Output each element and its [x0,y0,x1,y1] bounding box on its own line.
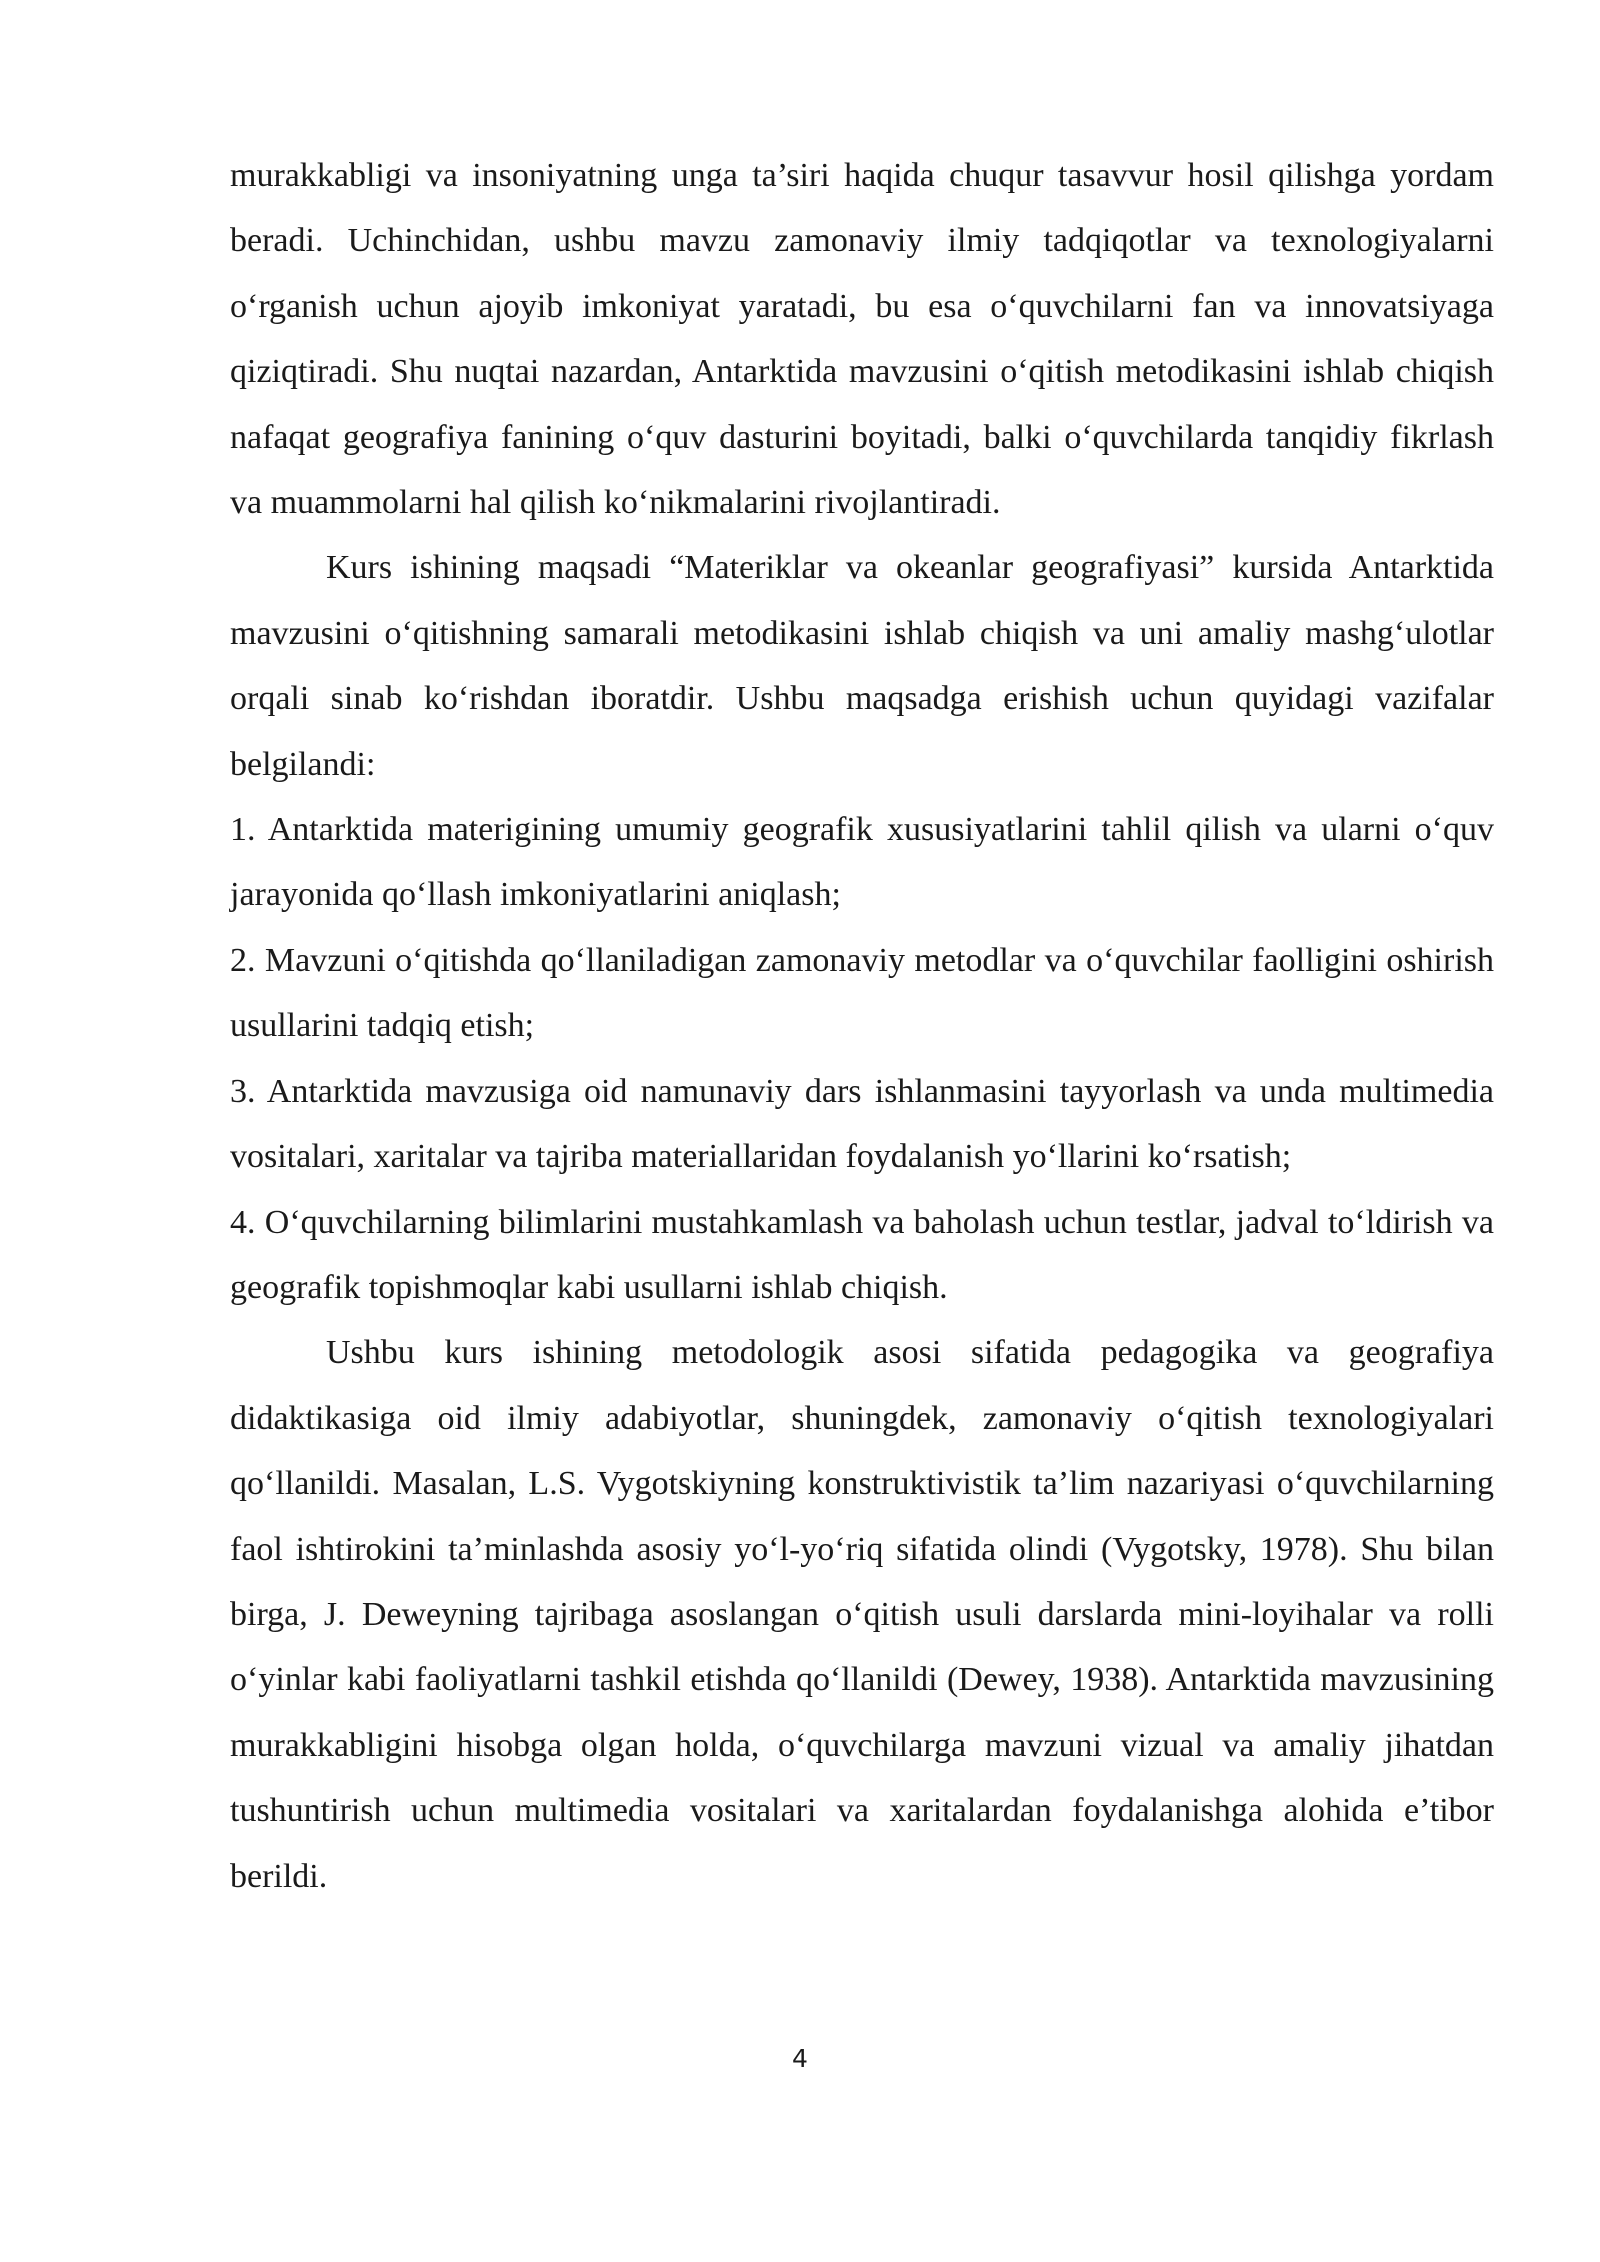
list-item-task-4: 4. O‘quvchilarning bilimlarini mustahkamlash va baholash uchun testlar, jadval to‘ldirish va geografik topishmoqlar kabi usullarni ishlab chiqish. [230,1203,1494,1306]
list-item-task-2: 2. Mavzuni o‘qitishda qo‘llaniladigan zamonaviy metodlar va o‘quvchilar faolligini oshirish usullarini tadqiq etish; [230,941,1494,1045]
body-text [230,143,1494,1909]
paragraph-course-goal: Kurs ishining maqsadi “Materiklar va okeanlar geografiyasi” kursida Antarktida mavzusini o‘qitishning samarali metodikasini ishlab chiqish va uni amaliy mashg‘ulotlar orqali sinab ko‘rishdan iboratdir. Ushbu maqsadga erishish uchun quyidagi vazifalar belgilandi: [230,549,1494,783]
paragraph-intro-continuation: murakkabligi va insoniyatning unga ta’siri haqida chuqur tasavvur hosil qilishga yordam beradi. Uchinchidan, ushbu mavzu zamonaviy ilmiy tadqiqotlar va texnologiyalarni o‘rganish uchun ajoyib imkoniyat yaratadi, bu esa o‘quvchilarni fan va innovatsiyaga qiziqtiradi. Shu nuqtai nazardan, Antarktida mavzusini o‘qitish metodikasini ishlab chiqish nafaqat geografiya fanining o‘quv dasturini boyitadi, balki o‘quvchilarda tanqidiy fikrlash va muammolarni hal qilish ko‘nikmalarini rivojlantiradi. [230,157,1494,522]
paragraph-methodology: Ushbu kurs ishining metodologik asosi sifatida pedagogika va geografiya didaktikasiga oid ilmiy adabiyotlar, shuningdek, zamonaviy o‘qitish texnologiyalari qo‘llanildi. Masalan, L.S. Vygotskiyning konstruktivistik ta’lim nazariyasi o‘quvchilarning faol ishtirokini ta’minlashda asosiy yo‘l-yo‘riq sifatida olindi (Vygotsky, 1978). Shu bilan birga, J. Deweyning tajribaga asoslangan o‘qitish usuli darslarda mini-loyihalar va rolli o‘yinlar kabi faoliyatlarni tashkil etishda qo‘llanildi (Dewey, 1938). Antarktida mavzusining murakkabligini hisobga olgan holda, o‘quvchilarga mavzuni vizual va amaliy jihatdan tushuntirish uchun multimedia vositalari va xaritalardan foydalanishga alohida e’tibor berildi. [230,1334,1494,1895]
list-item-task-1: 1. Antarktida materigining umumiy geografik xususiyatlarini tahlil qilish va ularni o‘quv jarayonida qo‘llash imkoniyatlarini aniqlash; [230,811,1494,914]
page-number: 4 [792,2044,808,2073]
list-item-task-3: 3. Antarktida mavzusiga oid namunaviy dars ishlanmasini tayyorlash va unda multimedia vositalari, xaritalar va tajriba materiallaridan foydalanish yo‘llarini ko‘rsatish; [230,1072,1494,1176]
